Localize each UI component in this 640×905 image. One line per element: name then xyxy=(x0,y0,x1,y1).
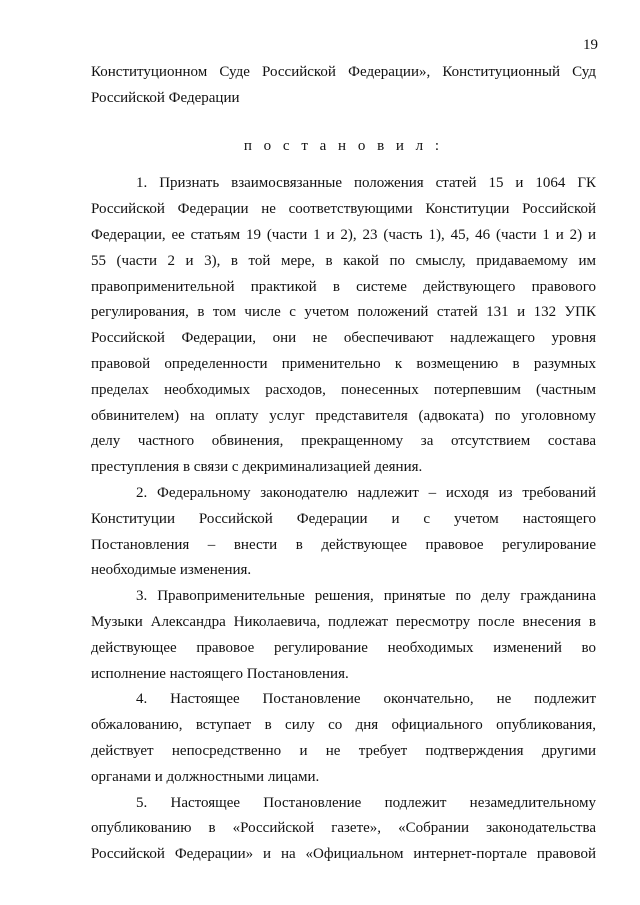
paragraph-line: делу частного обвинения, прекращенному за отсутствием состава xyxy=(91,433,596,450)
paragraph-line: действует непосредственно и не требует подтверждения другими xyxy=(91,742,596,759)
paragraph-2 xyxy=(91,481,596,584)
paragraph-line: исполнение настоящего Постановления. xyxy=(91,665,349,682)
page-number: 19 xyxy=(583,37,598,53)
paragraph-4 xyxy=(91,687,596,790)
paragraph-line: органами и должностными лицами. xyxy=(91,768,320,785)
paragraph-line: регулирования, в том числе с учетом положений статей 131 и 132 УПК xyxy=(91,304,596,321)
paragraph-line: Конституции Российской Федерации и с учетом настоящего xyxy=(91,510,596,527)
paragraph-line: 1. Признать взаимосвязанные положения статей 15 и 1064 ГК xyxy=(136,175,596,192)
paragraph-line: Российской Федерации» и на «Официальном интернет-портале правовой xyxy=(91,846,596,863)
paragraph-line: 2. Федеральному законодателю надлежит – исходя из требований xyxy=(136,484,596,501)
intro-line: Конституционном Суде Российской Федерации», Конституционный Суд xyxy=(91,64,596,80)
document-body xyxy=(91,60,596,868)
paragraph-line: 55 (части 2 и 3), в той мере, в какой по смыслу, придаваемому им xyxy=(91,252,596,269)
paragraph-5 xyxy=(91,791,596,868)
intro-line: Российской Федерации xyxy=(91,89,240,106)
paragraph-line: опубликованию в «Российской газете», «Собрании законодательства xyxy=(91,820,596,837)
paragraph-line: правовой определенности применительно к возмещению в разумных xyxy=(91,355,596,372)
paragraph-line: правоприменительной практикой в системе действующего правового xyxy=(91,278,596,295)
paragraph-line: 4. Настоящее Постановление окончательно, не подлежит xyxy=(136,691,596,708)
paragraph-1 xyxy=(91,171,596,481)
paragraph-line: пределах необходимых расходов, понесенных потерпевшим (частным xyxy=(91,381,596,398)
paragraph-line: Постановления – внести в действующее правовое регулирование xyxy=(91,536,596,553)
paragraph-line: 3. Правоприменительные решения, принятые по делу гражданина xyxy=(136,588,596,605)
paragraph-line: преступления в связи с декриминализацией деяния. xyxy=(91,459,423,476)
resolution-heading: п о с т а н о в и л : xyxy=(243,137,444,154)
paragraph-3 xyxy=(91,584,596,687)
paragraph-line: необходимые изменения. xyxy=(91,562,252,579)
paragraph-line: Российской Федерации, они не обеспечивают надлежащего уровня xyxy=(91,330,596,347)
paragraph-line: обвинителем) на оплату услуг представителя (адвоката) по уголовному xyxy=(91,407,596,424)
paragraph-line: Музыки Александра Николаевича, подлежат пересмотру после внесения в xyxy=(91,613,596,630)
paragraph-line: Российской Федерации не соответствующими Конституции Российской xyxy=(91,201,596,218)
paragraph-line: обжалованию, вступает в силу со дня официального опубликования, xyxy=(91,717,596,734)
paragraph-line: действующее правовое регулирование необходимых изменений во xyxy=(91,639,596,656)
paragraph-line: 5. Настоящее Постановление подлежит незамедлительному xyxy=(136,794,596,811)
paragraph-line: Федерации, ее статьям 19 (части 1 и 2), 23 (часть 1), 45, 46 (части 1 и 2) и xyxy=(91,226,596,243)
